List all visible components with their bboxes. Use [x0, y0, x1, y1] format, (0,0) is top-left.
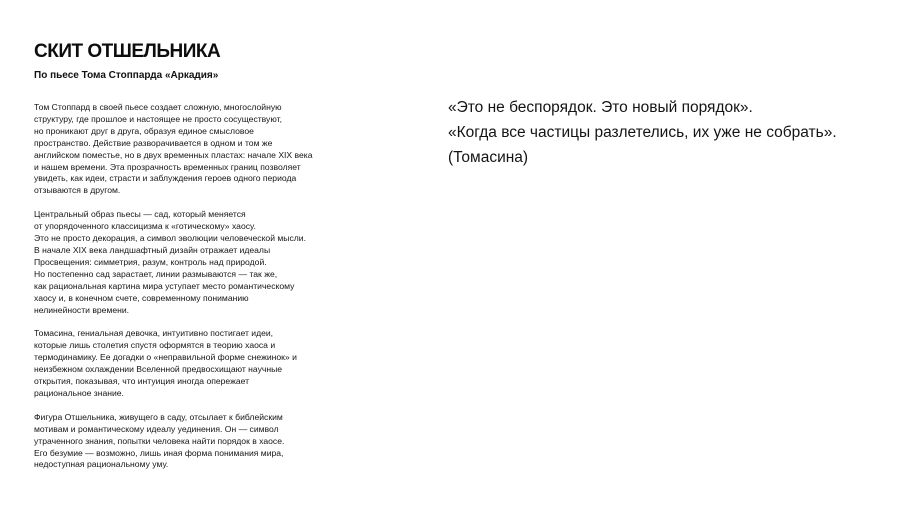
text-line: В начале XIX века ландшафтный дизайн отражает идеалы [34, 244, 271, 255]
text-line: от упорядоченного классицизма к «готическому» хаосу. [34, 221, 256, 232]
text-line: пространство. Действие разворачивается в одном и том же [34, 137, 273, 148]
text-line: и нашем времени. Эта прозрачность временных границ позволяет [34, 161, 301, 172]
text-line: рациональное знание. [34, 387, 124, 398]
quote-attribution: (Томасина) [448, 149, 529, 166]
left-column [34, 40, 394, 483]
text-line: как рациональная картина мира уступает место романтическому [34, 280, 295, 291]
slide-subtitle: По пьесе Тома Стоппарда «Аркадия» [34, 70, 219, 81]
text-line: Но постепенно сад зарастает, линии размываются — так же, [34, 268, 278, 279]
quote-line-1: «Это не беспорядок. Это новый порядок». [448, 99, 753, 116]
text-line: Его безумие — возможно, лишь иная форма понимания мира, [34, 447, 284, 458]
text-line: нелинейности времени. [34, 304, 130, 315]
quote-block [448, 95, 888, 170]
text-line: термодинамику. Ее догадки о «неправильной форме снежинок» и [34, 352, 297, 363]
text-line: хаосу и, в конечном счете, современному пониманию [34, 292, 249, 303]
paragraph-3 [34, 328, 394, 399]
text-line: отзываются в другом. [34, 185, 121, 196]
paragraph-1 [34, 102, 394, 197]
text-line: Центральный образ пьесы — сад, который меняется [34, 209, 246, 220]
text-line: увидеть, как идеи, страсти и заблуждения героев одного периода [34, 173, 297, 184]
quote-line-2: «Когда все частицы разлетелись, их уже не собрать». [448, 124, 837, 141]
text-line: Том Стоппард в своей пьесе создает сложную, многослойную [34, 102, 282, 112]
text-line: утраченного знания, попытки человека найти порядок в хаосе. [34, 435, 285, 446]
text-line: но проникают друг в друга, образуя единое смысловое [34, 125, 254, 136]
text-line: которые лишь столетия спустя оформятся в теорию хаоса и [34, 340, 276, 351]
text-line: английском поместье, но в двух временных пластах: начале XIX века [34, 149, 313, 160]
slide-title: СКИТ ОТШЕЛЬНИКА [34, 41, 221, 62]
text-line: структуру, где прошлое и настоящее не просто сосуществуют, [34, 113, 282, 124]
text-line: Это не просто декорация, а символ эволюции человеческой мысли. [34, 233, 306, 244]
text-line: открытия, показывая, что интуиция иногда опережает [34, 376, 250, 387]
paragraph-4 [34, 412, 394, 472]
body-text [34, 102, 394, 471]
text-line: неизбежном охлаждении Вселенной предвосхищают научные [34, 364, 283, 375]
text-line: Томасина, гениальная девочка, интуитивно постигает идеи, [34, 328, 274, 339]
text-line: мотивам и романтическому идеалу уединения. Он — символ [34, 423, 279, 434]
text-line: Просвещения: симметрия, разум, контроль над природой. [34, 256, 267, 267]
paragraph-2 [34, 209, 394, 316]
text-line: недоступная рациональному уму. [34, 459, 169, 470]
text-line: Фигура Отшельника, живущего в саду, отсылает к библейским [34, 411, 283, 422]
